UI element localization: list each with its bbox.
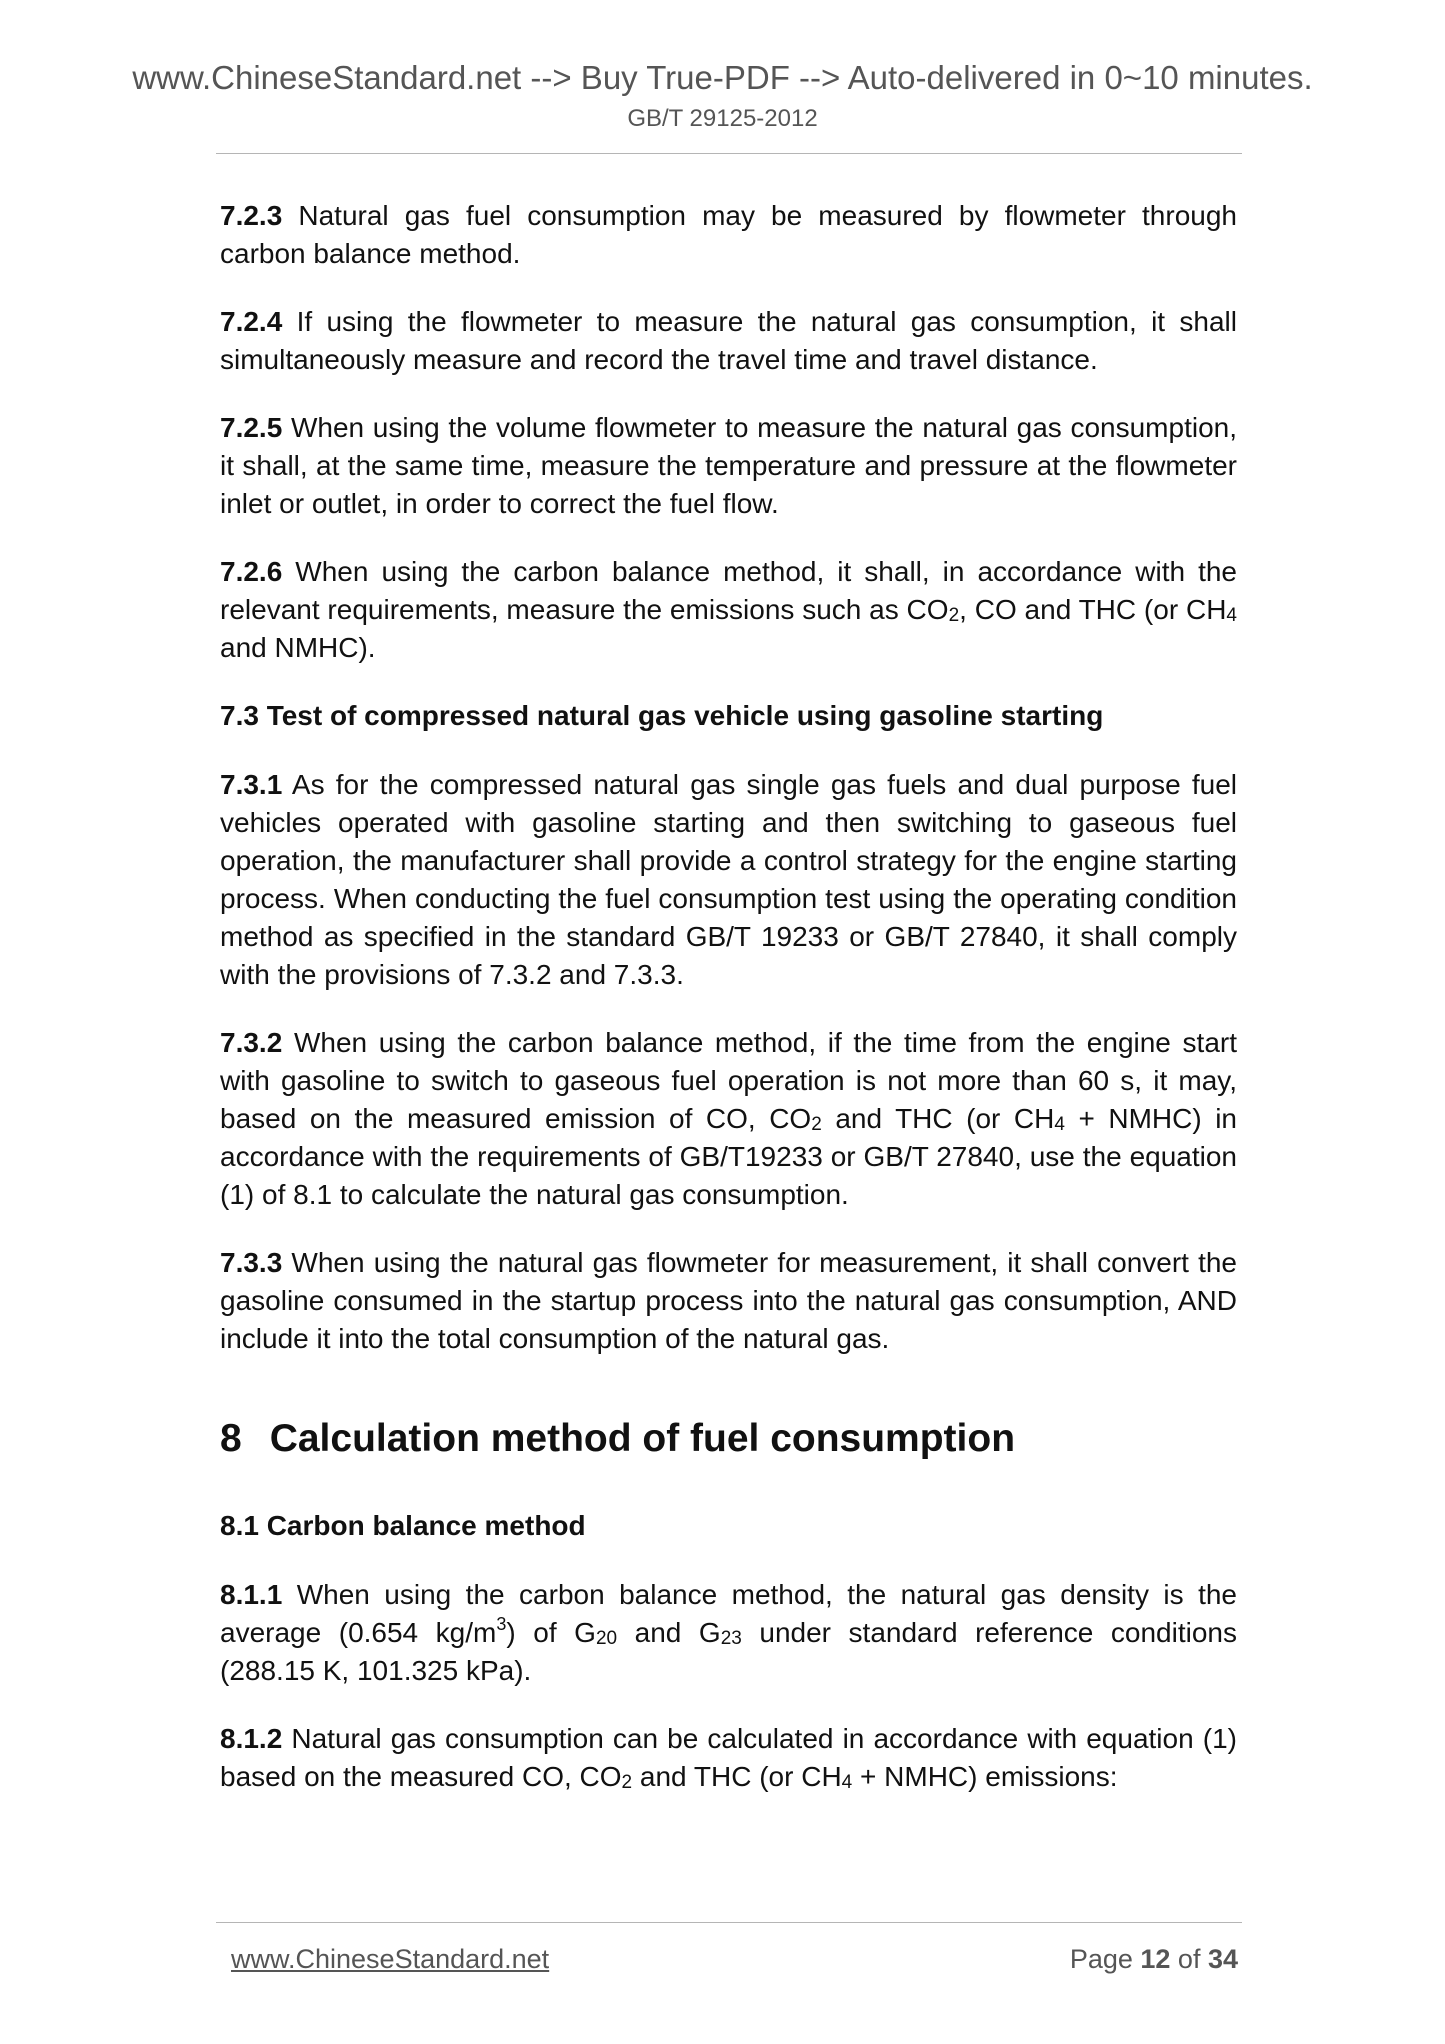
subscript: 4 [841, 1772, 853, 1793]
clause-text: When using the carbon balance method, it shall, in accordance with the relevant requirements, measure the emissions such as CO [220, 556, 1237, 625]
subscript: 4 [1054, 1114, 1065, 1135]
standard-code: GB/T 29125-2012 [627, 105, 818, 132]
clause-7-2-5 [220, 409, 1237, 523]
section-heading-7-3: 7.3 Test of compressed natural gas vehicle using gasoline starting [220, 700, 1104, 731]
of-word: of [1170, 1944, 1208, 1974]
subscript: 4 [1226, 605, 1237, 626]
subscript: 23 [720, 1628, 742, 1649]
clause-7-3-1 [220, 766, 1237, 994]
subscript: 2 [811, 1114, 822, 1135]
clause-number: 7.2.4 [220, 306, 283, 337]
subscript: 2 [948, 605, 960, 626]
clause-8-1-2 [220, 1720, 1237, 1796]
superscript: 3 [496, 1614, 507, 1634]
clause-text: under standard reference conditions (288.15 K, 101.325 kPa). [220, 1617, 1237, 1686]
header-divider [216, 153, 1242, 154]
clause-number: 7.3.1 [220, 769, 283, 800]
clause-7-2-3 [220, 197, 1237, 273]
clause-7-2-6 [220, 553, 1237, 667]
clause-text: + NMHC) emissions: [852, 1761, 1118, 1792]
chapter-heading-8 [220, 1415, 1237, 1463]
clause-number: 7.3.3 [220, 1247, 283, 1278]
chapter-title: Calculation method of fuel consumption [269, 1417, 1016, 1460]
chapter-number: 8 [220, 1417, 242, 1460]
clause-text: ) of G [506, 1617, 596, 1648]
footer-site-link[interactable]: www.ChineseStandard.net [231, 1944, 550, 1974]
clause-text: and G [617, 1617, 721, 1648]
header-banner: www.ChineseStandard.net --> Buy True-PDF --> Auto-delivered in 0~10 minutes. [132, 59, 1313, 96]
page-indicator [1070, 1942, 1238, 1976]
clause-text: When using the carbon balance method, the natural gas density is the average (0.654 kg/m [220, 1579, 1237, 1648]
footer-divider [216, 1922, 1242, 1923]
clause-number: 7.2.5 [220, 412, 283, 443]
clause-8-1-1 [220, 1576, 1237, 1690]
page-total: 34 [1207, 1944, 1238, 1974]
clause-text: and NMHC). [220, 632, 376, 663]
clause-7-2-4 [220, 303, 1237, 379]
clause-7-3-2 [220, 1024, 1237, 1214]
page-number: 12 [1140, 1944, 1171, 1974]
clause-text: and THC (or CH [632, 1761, 842, 1792]
page-word: Page [1069, 1944, 1141, 1974]
clause-text: Natural gas fuel consumption may be measured by flowmeter through carbon balance method. [220, 200, 1237, 269]
document-body [220, 197, 1237, 1826]
clause-text: and THC (or CH [821, 1103, 1055, 1134]
clause-text: , CO and THC (or CH [959, 594, 1227, 625]
clause-text: Natural gas consumption can be calculated in accordance with equation (1) based on the measured CO, CO [220, 1723, 1237, 1792]
clause-7-3-3 [220, 1244, 1237, 1358]
clause-number: 8.1.1 [220, 1579, 283, 1610]
clause-text: When using the volume flowmeter to measure the natural gas consumption, it shall, at the same time, measure the temperature and pressure at the flowmeter inlet or outlet, in order to correct the fuel flow. [220, 412, 1237, 519]
subscript: 2 [621, 1772, 633, 1793]
clause-number: 7.3.2 [220, 1027, 283, 1058]
clause-number: 8.1.2 [220, 1723, 283, 1754]
subscript: 20 [595, 1628, 618, 1649]
clause-number: 7.2.3 [220, 200, 283, 231]
clause-text: When using the carbon balance method, if the time from the engine start with gasoline to switch to gaseous fuel operation is not more than 60 s, it may, based on the measured emission of CO, CO [220, 1027, 1237, 1134]
clause-text: When using the natural gas flowmeter for measurement, it shall convert the gasoline consumed in the startup process into the natural gas consumption, AND include it into the total consumption of the natural gas. [220, 1247, 1237, 1354]
clause-text: As for the compressed natural gas single gas fuels and dual purpose fuel vehicles operated with gasoline starting and then switching to gaseous fuel operation, the manufacturer shall provide a control strategy for the engine starting process. When conducting the fuel consumption test using the operating condition method as specified in the standard GB/T 19233 or GB/T 27840, it shall comply with the provisions of 7.3.2 and 7.3.3. [220, 769, 1237, 990]
clause-text: + NMHC) in accordance with the requirements of GB/T19233 or GB/T 27840, use the equation (1) of 8.1 to calculate the natural gas consumption. [220, 1103, 1237, 1210]
clause-text: If using the flowmeter to measure the natural gas consumption, it shall simultaneously measure and record the travel time and travel distance. [220, 306, 1237, 375]
clause-number: 7.2.6 [220, 556, 283, 587]
section-heading-8-1: 8.1 Carbon balance method [220, 1510, 586, 1541]
